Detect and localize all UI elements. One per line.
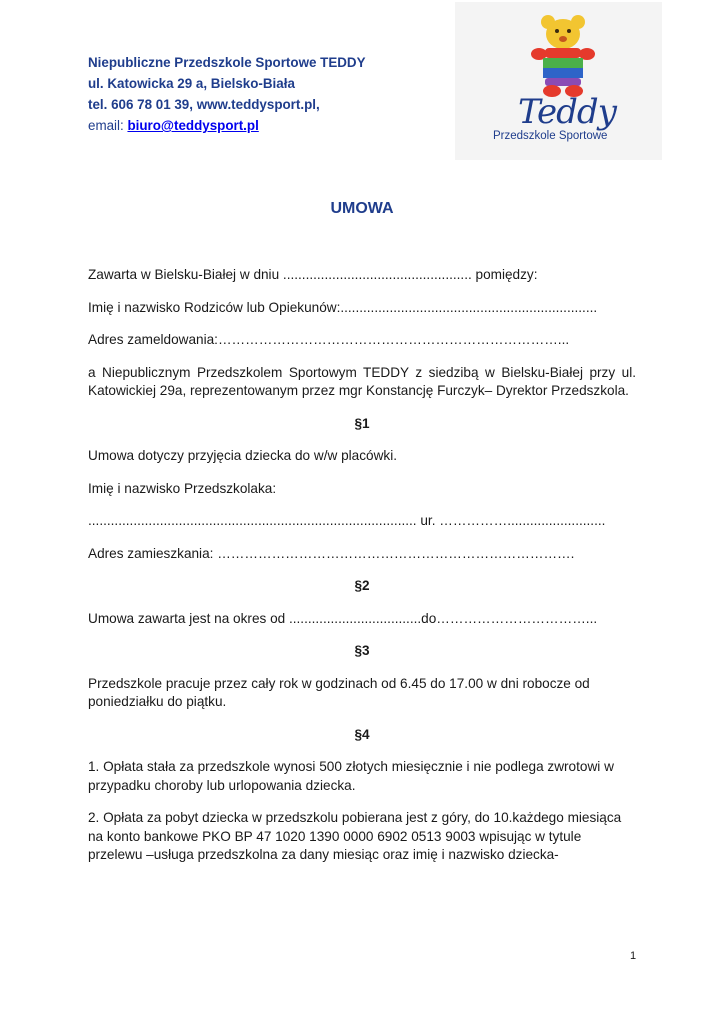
section-heading-3: §3: [354, 643, 370, 658]
fixed-fee-paragraph: 1. Opłata stała za przedszkole wynosi 500 złotych miesięcznie i nie podlega zwrotowi w przypadku choroby lub urlopowania dziecka.: [88, 759, 614, 793]
logo-subtitle: Przedszkole Sportowe: [493, 130, 608, 142]
kindergarten-party-paragraph: a Niepublicznym Przedszkolem Sportowym TEDDY z siedzibą w Bielsku-Białej przy ul. Katowickiej 29a, reprezentowanym przez mgr Konstancję Furczyk– Dyrektor Przedszkola.: [88, 364, 636, 398]
opening-hours-paragraph: Przedszkole pracuje przez cały rok w godzinach od 6.45 do 17.00 w dni robocze od poniedziałku do piątku.: [88, 675, 590, 709]
section-heading-4: §4: [354, 726, 370, 742]
school-header: [88, 52, 366, 136]
contract-subject-paragraph: Umowa dotyczy przyjęcia dziecka do w/w placówki.: [88, 448, 397, 463]
child-name-label: Imię i nazwisko Przedszkolaka:: [88, 480, 277, 496]
email-label: email:: [88, 118, 128, 133]
school-name: Niepubliczne Przedszkole Sportowe TEDDY: [88, 55, 366, 70]
contract-period-line: Umowa zawarta jest na okres od ...................................do……………………………...: [88, 610, 598, 626]
school-phone-web: tel. 606 78 01 39, www.teddysport.pl,: [88, 97, 320, 112]
contract-body: [88, 266, 636, 879]
document-title: UMOWA: [330, 200, 394, 217]
school-email-line: [88, 115, 366, 136]
section-heading-1: §1: [354, 415, 370, 431]
contract-date-line: Zawarta w Bielsku-Białej w dniu .................................................. pomiędzy:: [88, 267, 538, 282]
logo-wordmark: Teddy: [518, 92, 616, 132]
parents-name-line: Imię i nazwisko Rodziców lub Opiekunów:....................................................................: [88, 299, 598, 315]
email-link[interactable]: biuro@teddysport.pl: [127, 118, 259, 133]
child-name-birth-line: ....................................................................................... ur. ……………..........................: [88, 513, 606, 528]
registered-address-line: Adres zameldowania:…………………………………………………………………...: [88, 332, 570, 347]
teddy-logo: [455, 2, 662, 160]
page-number: 1: [630, 950, 637, 962]
section-heading-2: §2: [354, 578, 370, 593]
residence-address-line: Adres zamieszkania: …………………………………………………………………….: [88, 545, 575, 561]
payment-terms-paragraph: 2. Opłata za pobyt dziecka w przedszkolu pobierana jest z góry, do 10.każdego miesiąca na konto bankowe PKO BP 47 1020 1390 0000 6902 0513 9003 wpisując w tytule przelewu –usługa przedszkolna za dany miesiąc oraz imię i nazwisko dziecka-: [88, 810, 622, 862]
school-address: ul. Katowicka 29 a, Bielsko-Biała: [88, 76, 295, 91]
